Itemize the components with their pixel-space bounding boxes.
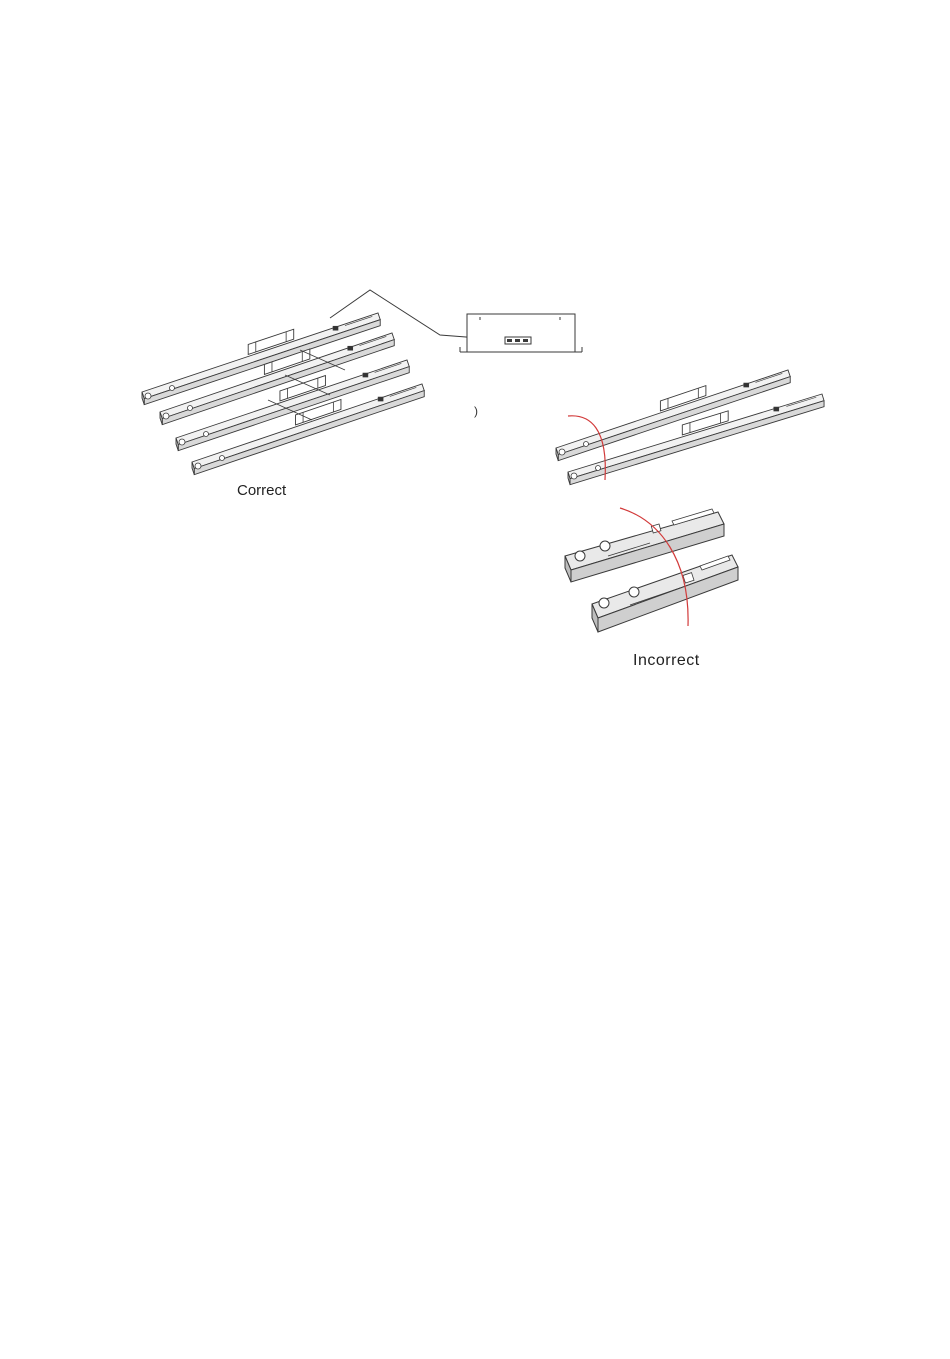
incorrect-closeup: [565, 508, 738, 632]
caption-correct: Correct: [237, 482, 287, 499]
correct-fixtures: [142, 313, 424, 475]
stray-mark: ): [474, 404, 478, 418]
caption-incorrect: Incorrect: [633, 652, 700, 669]
